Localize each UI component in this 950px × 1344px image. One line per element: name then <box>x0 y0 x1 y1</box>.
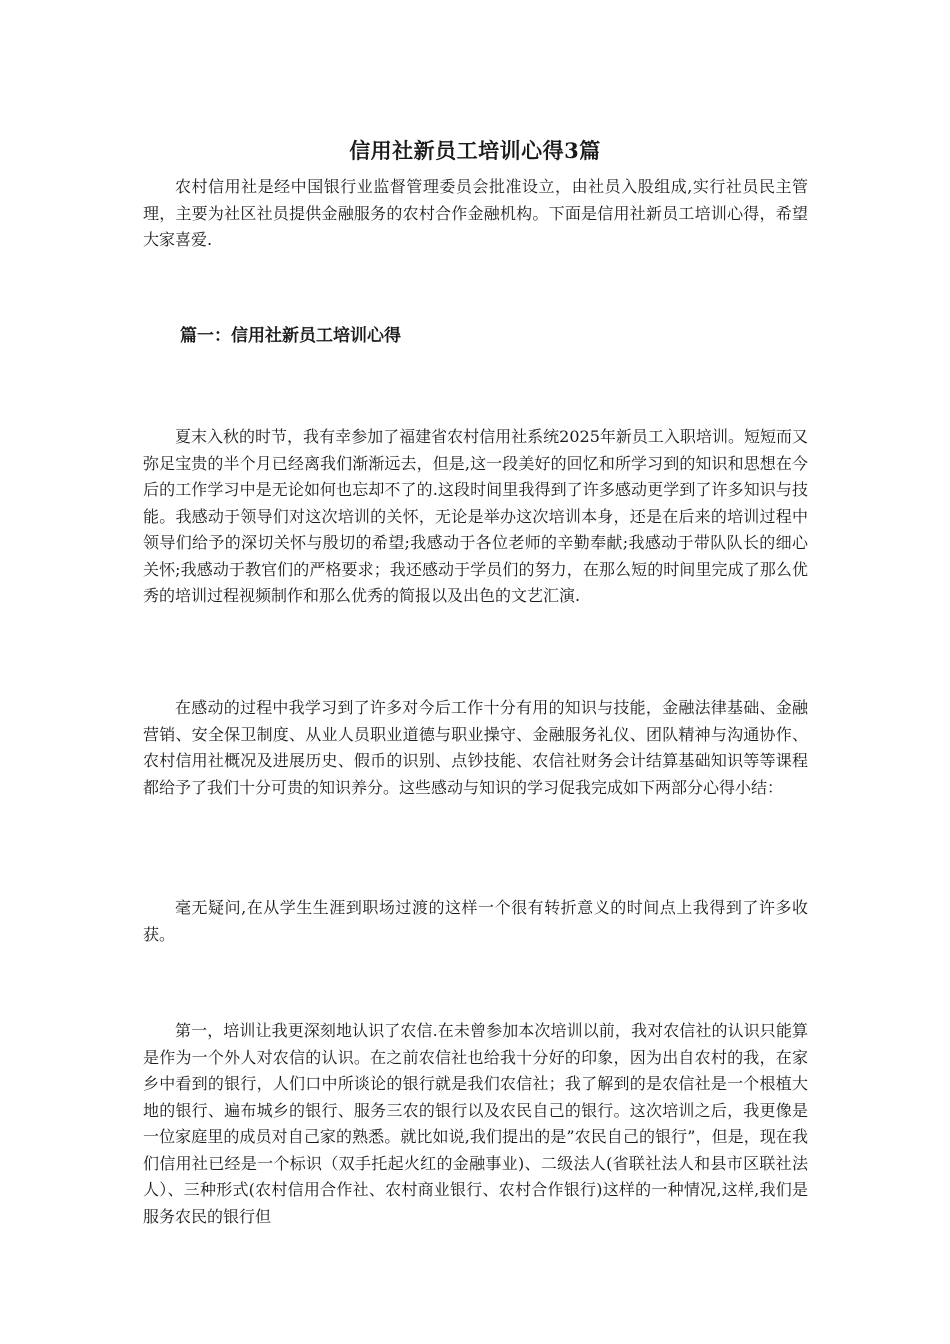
section-heading: 篇一：信用社新员工培训心得 <box>180 326 401 346</box>
document-title: 信用社新员工培训心得3篇 <box>349 138 601 164</box>
body-paragraph-3: 毫无疑问,在从学生生涯到职场过渡的这样一个很有转折意义的时间点上我得到了许多收获。 <box>143 898 808 944</box>
body-paragraph-2: 在感动的过程中我学习到了许多对今后工作十分有用的知识与技能，金融法律基础、金融营销、安全保卫制度、从业人员职业道德与职业操守、金融服务礼仪、团队精神与沟通协作、农村信用社概况及进展历史、假币的识别、点钞技能、农信社财务会计结算基础知识等等课程都给予了我们十分可贵的知识养分。这些感动与知识的学习促我完成如下两部分心得小结： <box>143 698 808 797</box>
intro-paragraph: 农村信用社是经中国银行业监督管理委员会批准设立，由社员入股组成,实行社员民主管理，主要为社区社员提供金融服务的农村合作金融机构。下面是信用社新员工培训心得，希望大家喜爱. <box>143 177 808 249</box>
body-paragraph-1: 夏末入秋的时节，我有幸参加了福建省农村信用社系统2025年新员工入职培训。短短而又弥足宝贵的半个月已经离我们渐渐远去，但是,这一段美好的回忆和所学习到的知识和思想在今后的工作学习中是无论如何也忘却不了的.这段时间里我得到了许多感动更学到了许多知识与技能。我感动于领导们对这次培训的关怀，无论是举办这次培训本身，还是在后来的培训过程中领导们给予的深切关怀与殷切的希望;我感动于各位老师的辛勤奉献;我感动于带队队长的细心关怀;我感动于教官们的严格要求；我还感动于学员们的努力，在那么短的时间里完成了那么优秀的培训过程视频制作和那么优秀的简报以及出色的文艺汇演. <box>143 427 808 605</box>
body-paragraph-4: 第一，培训让我更深刻地认识了农信.在未曾参加本次培训以前，我对农信社的认识只能算是作为一个外人对农信的认识。在之前农信社也给我十分好的印象，因为出自农村的我，在家乡中看到的银行，人们口中所谈论的银行就是我们农信社；我了解到的是农信社是一个根植大地的银行、遍布城乡的银行、服务三农的银行以及农民自己的银行。这次培训之后，我更像是一位家庭里的成员对自己家的熟悉。就比如说,我们提出的是”农民自己的银行”，但是，现在我们信用社已经是一个标识（双手托起火红的金融事业)、二级法人(省联社法人和县市区联社法人）、三种形式(农村信用合作社、农村商业银行、农村合作银行)这样的一种情况,这样,我们是服务农民的银行但 <box>143 1021 808 1226</box>
